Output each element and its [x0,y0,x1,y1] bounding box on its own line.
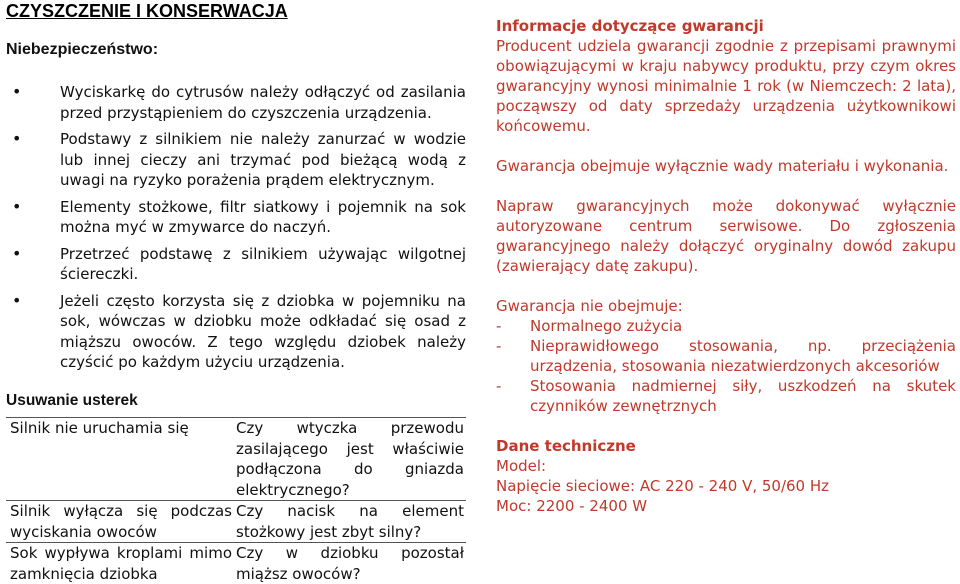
warranty-heading: Informacje dotyczące gwarancji [496,16,956,36]
symptom-cell: Silnik wyłącza się podczas wyciskania owoców [6,501,234,543]
symptom-cell: Silnik nie uruchamia się [6,418,234,501]
exclusions-heading: Gwarancja nie obejmuje: [496,296,956,316]
bullet-icon: • [12,197,21,218]
list-item: • Podstawy z silnikiem nie należy zanurzać w wodzie lub innej cieczy ani trzymać pod bieżącą wodą z uwagi na ryzyko porażenia prądem elektrycznym. [6,129,466,191]
list-item: - Nieprawidłowego stosowania, np. przeciążenia urządzenia, stosowania niezatwierdzonych akcesoriów [496,336,956,376]
bullet-icon: • [12,82,21,103]
section-title: CZYSZCZENIE I KONSERWACJA [6,0,466,22]
list-item: - Normalnego zużycia [496,316,956,336]
spec-power: Moc: 2200 - 2400 W [496,496,956,516]
check-cell: Czy w dziobku pozostał miąższ owoców? [234,543,466,584]
bullet-icon: • [12,129,21,150]
exclusions-list [496,316,956,416]
left-column [6,0,466,411]
check-cell: Czy wtyczka przewodu zasilającego jest właściwie podłączona do gniazda elektrycznego? [234,418,466,501]
bullet-icon: • [12,291,21,312]
right-column [496,16,956,516]
table-row [6,418,466,501]
table-row [6,501,466,543]
danger-heading: Niebezpieczeństwo: [6,40,466,60]
list-item: • Jeżeli często korzysta się z dziobka w pojemniku na sok, wówczas w dziobku może odkładać się osad z miąższu owoców. Z tego względu dziobek należy czyścić po każdym użyciu urządzenia. [6,291,466,373]
dash-icon: - [496,376,501,396]
warranty-repair-paragraph: Napraw gwarancyjnych może dokonywać wyłącznie autoryzowane centrum serwisowe. Do zgłoszenia gwarancyjnego należy dołączyć oryginalny dowód zakupu (zawierający datę zakupu). [496,196,956,276]
spec-heading: Dane techniczne [496,436,956,456]
cleaning-bullets [6,82,466,373]
bullet-icon: • [12,244,21,265]
troubleshooting-table [6,417,466,584]
table-row [6,543,466,584]
list-item: • Przetrzeć podstawę z silnikiem używając wilgotnej ściereczki. [6,244,466,285]
warranty-paragraph: Producent udziela gwarancji zgodnie z przepisami prawnymi obowiązującymi w kraju nabywcy produktu, przy czym okres gwarancyjny wynosi minimalnie 1 rok (w Niemczech: 2 lata), począwszy od daty sprzedaży urządzenia użytkownikowi końcowemu. [496,36,956,136]
spec-voltage: Napięcie sieciowe: AC 220 - 240 V, 50/60 Hz [496,476,956,496]
list-item: • Wyciskarkę do cytrusów należy odłączyć od zasilania przed przystąpieniem do czyszczenia urządzenia. [6,82,466,123]
spec-model: Model: [496,456,956,476]
list-item: - Stosowania nadmiernej siły, uszkodzeń na skutek czynników zewnętrznych [496,376,956,416]
check-cell: Czy nacisk na element stożkowy jest zbyt silny? [234,501,466,543]
troubleshooting-heading: Usuwanie usterek [6,391,466,411]
symptom-cell: Sok wypływa kroplami mimo zamknięcia dziobka [6,543,234,584]
list-item: • Elementy stożkowe, filtr siatkowy i pojemnik na sok można myć w zmywarce do naczyń. [6,197,466,238]
dash-icon: - [496,336,501,356]
warranty-scope-paragraph: Gwarancja obejmuje wyłącznie wady materiału i wykonania. [496,156,956,176]
dash-icon: - [496,316,501,336]
